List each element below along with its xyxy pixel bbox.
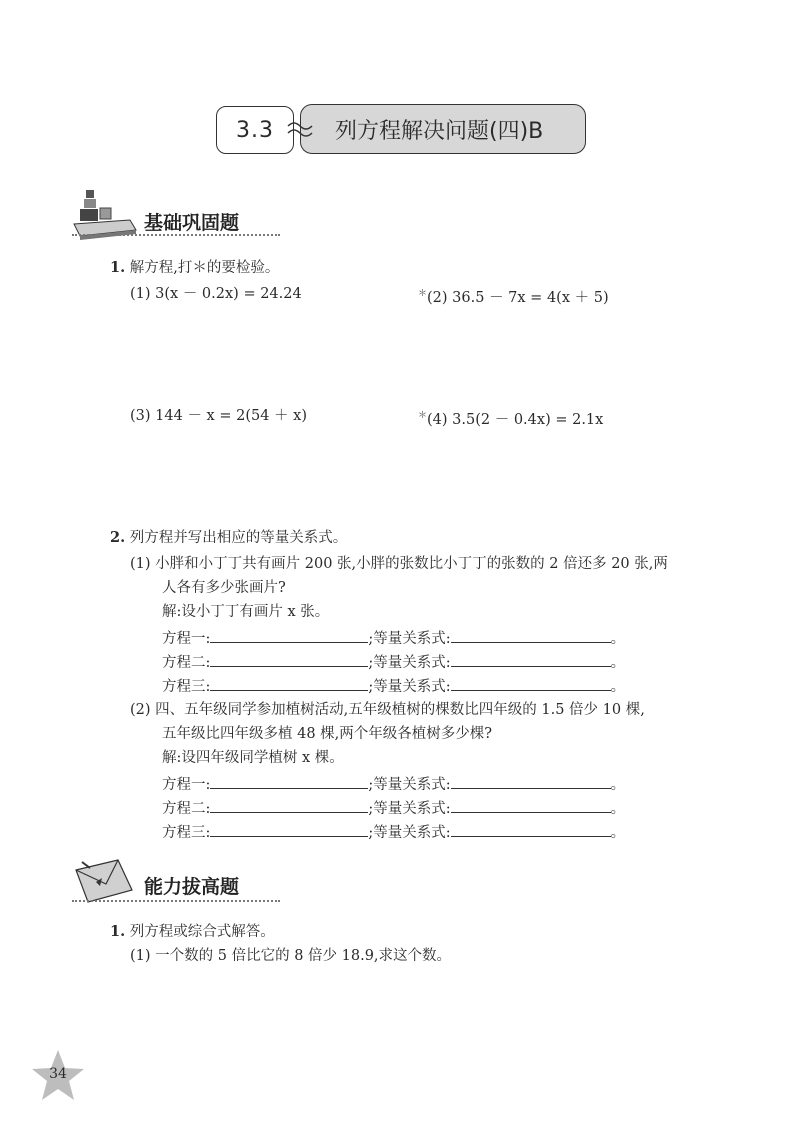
title-banner <box>216 104 588 156</box>
q2-sub1-solve: 解:设小丁丁有画片 x 张。 <box>162 604 330 620</box>
relation-blank[interactable] <box>451 628 611 643</box>
relation-blank[interactable] <box>451 798 611 813</box>
question-1: 1. 解方程,打＊的要检验。 <box>110 259 280 276</box>
question-3: 1. 列方程或综合式解答。 <box>110 923 275 940</box>
equation-4: ＊(4) 3.5(2 － 0.4x) = 2.1x <box>418 411 604 428</box>
section-divider <box>72 234 280 236</box>
equation-blank[interactable] <box>210 774 368 789</box>
equation-1: (1) 3(x － 0.2x) = 24.24 <box>130 286 302 302</box>
equation-blank[interactable] <box>210 676 368 691</box>
q3-sub1: (1) 一个数的 5 倍比它的 8 倍少 18.9,求这个数。 <box>130 948 452 964</box>
answer-line: 方程三: ;等量关系式: 。 <box>162 822 625 843</box>
section-title-advanced: 能力拔高题 <box>144 876 240 898</box>
equation-blank[interactable] <box>210 798 368 813</box>
answer-line: 方程二: ;等量关系式: 。 <box>162 798 625 819</box>
relation-blank[interactable] <box>451 652 611 667</box>
page-number-badge <box>30 1048 86 1104</box>
answer-line: 方程一: ;等量关系式: 。 <box>162 628 625 649</box>
answer-line: 方程三: ;等量关系式: 。 <box>162 676 625 697</box>
q2-sub2-solve: 解:设四年级同学植树 x 棵。 <box>162 750 344 766</box>
q2-sub2-line1: (2) 四、五年级同学参加植树活动,五年级植树的棵数比四年级的 1.5 倍少 10 棵, <box>130 702 645 718</box>
page-number: 34 <box>49 1066 67 1082</box>
q2-sub1-line1: (1) 小胖和小丁丁共有画片 200 张,小胖的张数比小丁丁的张数的 2 倍还多 20 张,两 <box>130 556 668 572</box>
answer-line: 方程二: ;等量关系式: 。 <box>162 652 625 673</box>
equation-blank[interactable] <box>210 628 368 643</box>
page-title: 列方程解决问题(四)B <box>300 104 586 154</box>
q2-sub1-line2: 人各有多少张画片? <box>162 580 286 596</box>
equation-3: (3) 144 － x = 2(54 ＋ x) <box>130 408 307 424</box>
wave-icon <box>286 118 316 140</box>
section-divider <box>72 900 280 902</box>
equation-blank[interactable] <box>210 822 368 837</box>
relation-blank[interactable] <box>451 676 611 691</box>
section-title-basic: 基础巩固题 <box>144 212 240 234</box>
question-2: 2. 列方程并写出相应的等量关系式。 <box>110 529 348 546</box>
q2-sub2-line2: 五年级比四年级多植 48 棵,两个年级各植树多少棵? <box>162 726 493 742</box>
envelope-icon <box>72 856 136 906</box>
section-number: 3.3 <box>216 106 294 154</box>
relation-blank[interactable] <box>451 822 611 837</box>
equation-blank[interactable] <box>210 652 368 667</box>
answer-line: 方程一: ;等量关系式: 。 <box>162 774 625 795</box>
relation-blank[interactable] <box>451 774 611 789</box>
equation-2: ＊(2) 36.5 － 7x = 4(x ＋ 5) <box>418 289 609 306</box>
